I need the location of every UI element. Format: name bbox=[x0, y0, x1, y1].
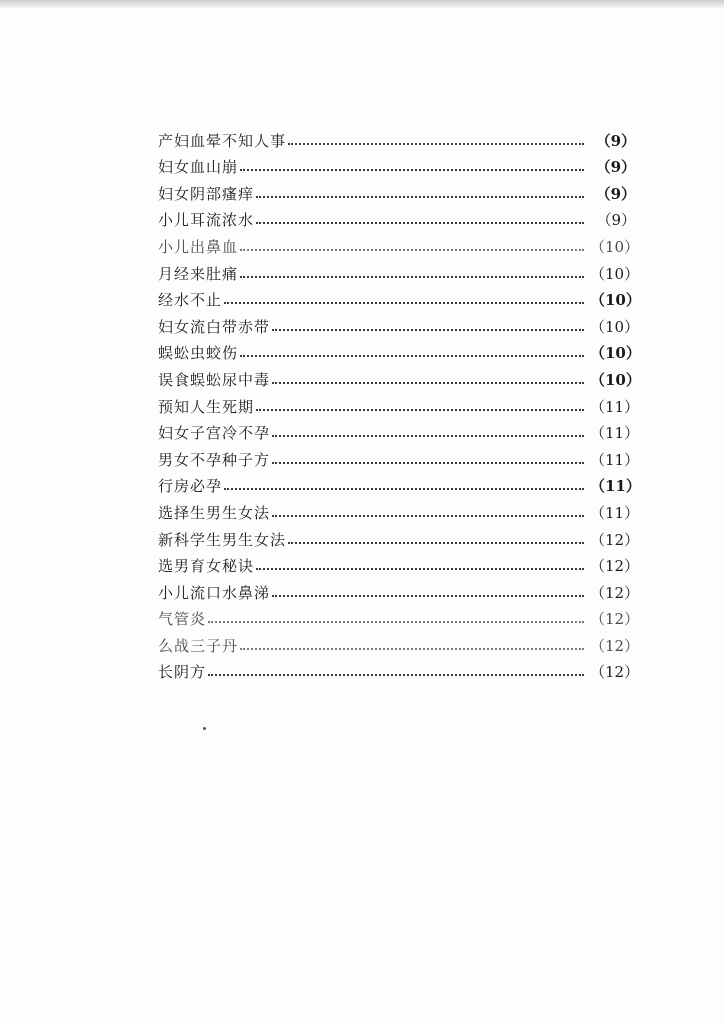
toc-entry bbox=[158, 417, 640, 444]
toc-dot-leader bbox=[240, 169, 584, 171]
toc-dot-leader bbox=[240, 249, 584, 251]
toc-entry bbox=[158, 629, 640, 656]
toc-entry bbox=[158, 443, 640, 470]
toc-entry-page: （9） bbox=[596, 211, 636, 230]
toc-entry-title: 男女不孕种子方 bbox=[158, 450, 271, 469]
toc-entry-page: （9） bbox=[595, 184, 636, 203]
toc-dot-leader bbox=[256, 568, 584, 570]
toc-entry bbox=[158, 177, 636, 204]
toc-entry-title: 预知人生死期 bbox=[158, 397, 255, 416]
toc-entry-title: 妇女子宫冷不孕 bbox=[158, 424, 271, 443]
toc-entry-title: 经水不止 bbox=[158, 291, 223, 310]
toc-entry-title: 选男育女秘诀 bbox=[158, 557, 255, 576]
toc-dot-leader bbox=[240, 355, 584, 357]
toc-entry bbox=[158, 656, 640, 683]
toc-dot-leader bbox=[272, 382, 584, 384]
toc-dot-leader bbox=[272, 329, 584, 331]
toc-dot-leader bbox=[272, 462, 584, 464]
toc-entry-page: （11） bbox=[590, 424, 640, 443]
toc-entry-page: （12） bbox=[590, 530, 640, 549]
toc-dot-leader bbox=[224, 488, 584, 490]
toc-entry-page: （10） bbox=[590, 370, 641, 389]
toc-dot-leader bbox=[256, 409, 584, 411]
toc-entry bbox=[158, 550, 640, 577]
toc-dot-leader bbox=[272, 595, 584, 597]
toc-entry-title: 误食蜈蚣尿中毒 bbox=[158, 370, 271, 389]
toc-entry-page: （11） bbox=[590, 477, 641, 496]
toc-entry bbox=[158, 151, 636, 178]
toc-entry-page: （12） bbox=[590, 557, 640, 576]
toc-dot-leader bbox=[256, 222, 584, 224]
toc-entry-title: 妇女阴部瘙痒 bbox=[158, 184, 255, 203]
toc-entry-title: 蜈蚣虫蛟伤 bbox=[158, 344, 239, 363]
toc-entry-page: （9） bbox=[595, 158, 636, 177]
toc-entry-page: （12） bbox=[590, 583, 640, 602]
toc-entry-page: （10） bbox=[590, 264, 640, 283]
toc-dot-leader bbox=[272, 435, 584, 437]
toc-dot-leader bbox=[288, 542, 584, 544]
toc-entry bbox=[158, 204, 636, 231]
toc-dot-leader bbox=[208, 621, 584, 623]
toc-dot-leader bbox=[224, 302, 584, 304]
toc-dot-leader bbox=[240, 276, 584, 278]
toc-entry-title: 妇女流白带赤带 bbox=[158, 317, 271, 336]
toc-entry bbox=[158, 496, 640, 523]
toc-entry bbox=[158, 390, 640, 417]
toc-entry-title: 新科学生男生女法 bbox=[158, 530, 287, 549]
toc-entry-page: （12） bbox=[590, 663, 640, 682]
table-of-contents bbox=[158, 124, 641, 682]
toc-entry-page: （9） bbox=[595, 131, 636, 150]
toc-entry-title: 长阴方 bbox=[158, 663, 207, 682]
toc-entry bbox=[158, 310, 640, 337]
toc-entry bbox=[158, 363, 641, 390]
toc-entry bbox=[158, 257, 640, 284]
toc-entry-title: 小儿出鼻血 bbox=[158, 237, 239, 256]
toc-entry-title: 气管炎 bbox=[158, 610, 207, 629]
toc-dot-leader bbox=[240, 648, 584, 650]
toc-entry-page: （12） bbox=[590, 610, 640, 629]
toc-entry-page: （10） bbox=[590, 237, 640, 256]
toc-entry-page: （11） bbox=[590, 503, 640, 522]
toc-entry-page: （11） bbox=[590, 397, 640, 416]
toc-entry-title: 行房必孕 bbox=[158, 477, 223, 496]
toc-entry-title: 妇女血山崩 bbox=[158, 158, 239, 177]
toc-entry-title: 小儿耳流浓水 bbox=[158, 211, 255, 230]
toc-entry bbox=[158, 470, 641, 497]
toc-entry-page: （10） bbox=[590, 291, 641, 310]
toc-entry-page: （10） bbox=[590, 317, 640, 336]
toc-entry bbox=[158, 284, 641, 311]
toc-entry bbox=[158, 230, 640, 257]
toc-entry-page: （11） bbox=[590, 450, 640, 469]
toc-entry-title: 选择生男生女法 bbox=[158, 503, 271, 522]
toc-entry-title: 么战三子丹 bbox=[158, 636, 239, 655]
toc-entry bbox=[158, 124, 636, 151]
toc-entry bbox=[158, 603, 640, 630]
toc-dot-leader bbox=[288, 143, 584, 145]
scan-speck bbox=[203, 727, 206, 730]
toc-entry-title: 产妇血晕不知人事 bbox=[158, 131, 287, 150]
toc-entry-page: （10） bbox=[590, 344, 641, 363]
toc-entry-page: （12） bbox=[590, 636, 640, 655]
toc-entry bbox=[158, 337, 641, 364]
scan-top-edge bbox=[0, 0, 724, 8]
toc-dot-leader bbox=[256, 196, 584, 198]
toc-entry-title: 月经来肚痛 bbox=[158, 264, 239, 283]
toc-entry-title: 小儿流口水鼻涕 bbox=[158, 583, 271, 602]
toc-dot-leader bbox=[272, 515, 584, 517]
toc-entry bbox=[158, 576, 640, 603]
toc-entry bbox=[158, 523, 640, 550]
toc-dot-leader bbox=[208, 674, 584, 676]
